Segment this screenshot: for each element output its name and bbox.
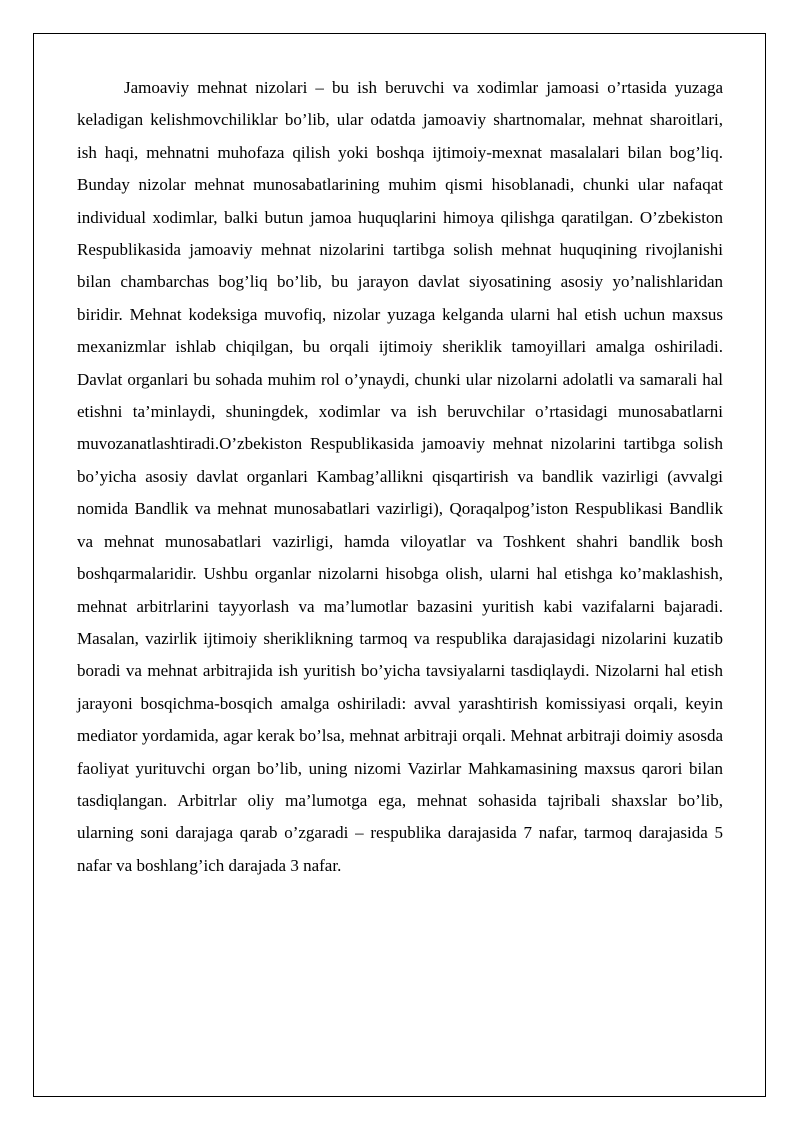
body-paragraph: Jamoaviy mehnat nizolari – bu ish beruvchi va xodimlar jamoasi o’rtasida yuzaga keladigan kelishmovchiliklar bo’lib, ular odatda jamoaviy shartnomalar, mehnat sharoitlari, ish haqi, mehnatni muhofaza qilish yoki boshqa ijtimoiy-mexnat masalalari bilan bog’liq. Bunday nizolar mehnat munosabatlarining muhim qismi hisoblanadi, chunki ular nafaqat individual xodimlar, balki butun jamoa huquqlarini himoya qilishga qaratilgan. O’zbekiston Respublikasida jamoaviy mehnat nizolarini tartibga solish mehnat huquqining rivojlanishi bilan chambarchas bog’liq bo’lib, bu jarayon davlat siyosatining asosiy yo’nalishlaridan biridir. Mehnat kodeksiga muvofiq, nizolar yuzaga kelganda ularni hal etish uchun maxsus mexanizmlar ishlab chiqilgan, bu orqali ijtimoiy sheriklik tamoyillari amalga oshiriladi. Davlat organlari bu sohada muhim rol o’ynaydi, chunki ular nizolarni adolatli va samarali hal etishni ta’minlaydi, shuningdek, xodimlar va ish beruvchilar o’rtasidagi munosabatlarni muvozanatlashtiradi.O’zbekiston Respublikasida jamoaviy mehnat nizolarini tartibga solish bo’yicha asosiy davlat organlari Kambag’allikni qisqartirish va bandlik vazirligi (avvalgi nomida Bandlik va mehnat munosabatlari vazirligi), Qoraqalpog’iston Respublikasi Bandlik va mehnat munosabatlari vazirligi, hamda viloyatlar va Toshkent shahri bandlik bosh boshqarmalaridir. Ushbu organlar nizolarni hisobga olish, ularni hal etishga ko’maklashish, mehnat arbitrlarini tayyorlash va ma’lumotlar bazasini yuritish kabi vazifalarni bajaradi. Masalan, vazirlik ijtimoiy sheriklikning tarmoq va respublika darajasidagi nizolarini kuzatib boradi va mehnat arbitrajida ish yuritish bo’yicha tavsiyalarni tasdiqlaydi. Nizolarni hal etish jarayoni bosqichma-bosqich amalga oshiriladi: avval yarashtirish komissiyasi orqali, keyin mediator yordamida, agar kerak bo’lsa, mehnat arbitraji orqali. Mehnat arbitraji doimiy asosda faoliyat yurituvchi organ bo’lib, uning nizomi Vazirlar Mahkamasining maxsus qarori bilan tasdiqlangan. Arbitrlar oliy ma’lumotga ega, mehnat sohasida tajribali shaxslar bo’lib, ularning soni darajaga qarab o’zgaradi – respublika darajasida 7 nafar, tarmoq darajasida 5 nafar va boshlang’ich darajada 3 nafar. xyxy=(77,78,723,875)
